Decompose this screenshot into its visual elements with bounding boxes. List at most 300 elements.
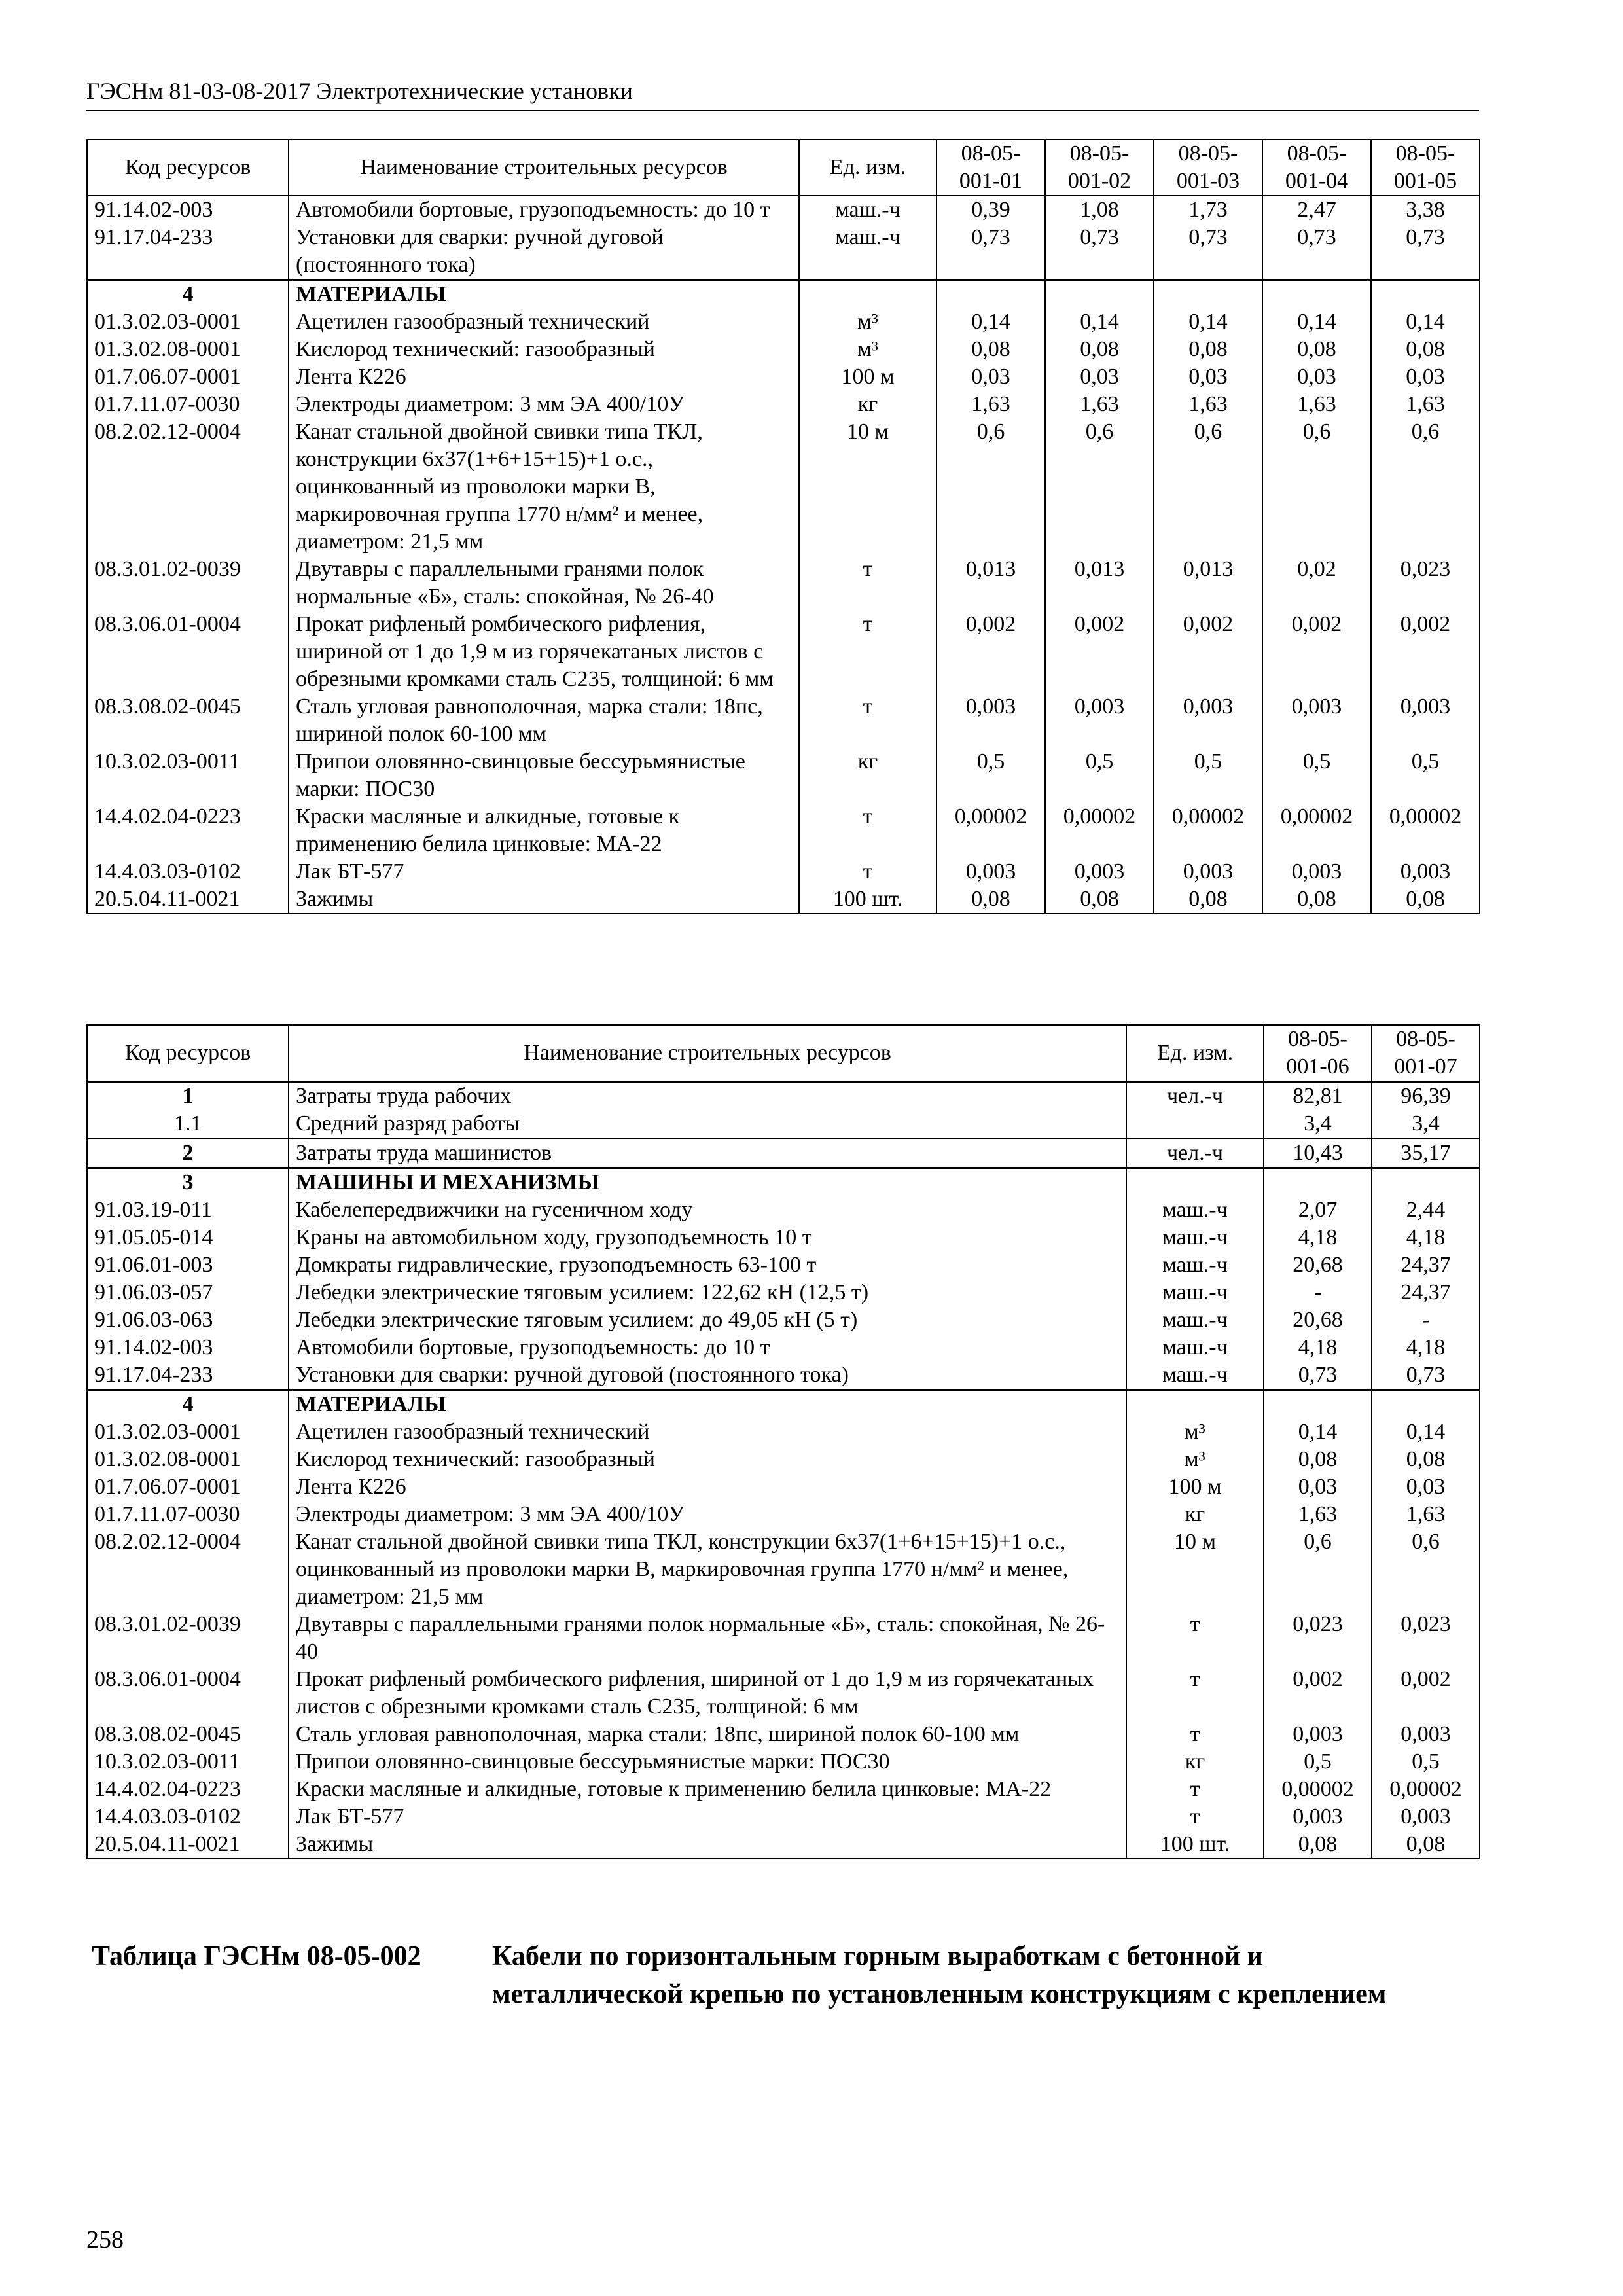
resource-code: 01.3.02.08-0001 bbox=[87, 336, 289, 363]
resource-code: 91.06.01-003 bbox=[87, 1251, 289, 1279]
resource-name: Кабелепередвижчики на гусеничном ходу bbox=[289, 1196, 1126, 1224]
table-row bbox=[87, 224, 1480, 280]
resource-code: 08.3.06.01-0004 bbox=[87, 611, 289, 693]
resource-name: Припои оловянно-свинцовые бессурьмянистые марки: ПОС30 bbox=[289, 1748, 1126, 1776]
norm-value: 0,08 bbox=[1154, 336, 1262, 363]
table-row bbox=[87, 1110, 1480, 1139]
unit: м³ bbox=[1126, 1418, 1264, 1446]
norm-value: 2,44 bbox=[1372, 1196, 1480, 1224]
norm-value: 0,00002 bbox=[936, 803, 1045, 858]
table-row bbox=[87, 1224, 1480, 1251]
norm-value: 0,14 bbox=[1371, 308, 1480, 336]
norm-value: 0,14 bbox=[936, 308, 1045, 336]
norm-value: 0,39 bbox=[936, 196, 1045, 224]
resource-name: Кислород технический: газообразный bbox=[289, 336, 799, 363]
unit: кг bbox=[1126, 1748, 1264, 1776]
column-header: 08-05- 001-06 bbox=[1264, 1025, 1372, 1082]
resource-code: 10.3.02.03-0011 bbox=[87, 748, 289, 803]
resource-name: Ацетилен газообразный технический bbox=[289, 308, 799, 336]
norm-value: 1,63 bbox=[1371, 391, 1480, 418]
unit: т bbox=[1126, 1666, 1264, 1721]
resources-table-1 bbox=[86, 139, 1480, 914]
norm-value: 0,023 bbox=[1372, 1611, 1480, 1666]
resource-code: 20.5.04.11-0021 bbox=[87, 1831, 289, 1859]
norm-value: 2,47 bbox=[1262, 196, 1371, 224]
norm-value bbox=[1371, 280, 1480, 309]
resource-code: 91.05.05-014 bbox=[87, 1224, 289, 1251]
norm-value: 0,002 bbox=[1372, 1666, 1480, 1721]
norm-value: 0,03 bbox=[1371, 363, 1480, 391]
norm-value: 96,39 bbox=[1372, 1082, 1480, 1111]
norm-value: 0,73 bbox=[1262, 224, 1371, 280]
norm-value: 4,18 bbox=[1372, 1334, 1480, 1361]
table-row bbox=[87, 1473, 1480, 1501]
resource-name: Сталь угловая равнополочная, марка стали: 18пс, шириной полок 60-100 мм bbox=[289, 1721, 1126, 1748]
unit: 10 м bbox=[1126, 1528, 1264, 1611]
resource-name: Лак БТ-577 bbox=[289, 1803, 1126, 1831]
norm-value: 0,73 bbox=[1154, 224, 1262, 280]
norm-value: 0,73 bbox=[1045, 224, 1154, 280]
norm-value: 0,08 bbox=[1262, 886, 1371, 914]
unit: 100 шт. bbox=[1126, 1831, 1264, 1859]
column-header: 08-05- 001-02 bbox=[1045, 139, 1154, 196]
unit: м³ bbox=[1126, 1446, 1264, 1473]
resource-name: Зажимы bbox=[289, 1831, 1126, 1859]
norm-value: 24,37 bbox=[1372, 1279, 1480, 1306]
table-row bbox=[87, 1611, 1480, 1666]
unit: т bbox=[1126, 1721, 1264, 1748]
norm-value: 0,003 bbox=[936, 858, 1045, 886]
norm-value: 0,003 bbox=[1264, 1721, 1372, 1748]
unit: т bbox=[799, 611, 936, 693]
resource-code: 01.7.06.07-0001 bbox=[87, 1473, 289, 1501]
norm-value: 0,00002 bbox=[1045, 803, 1154, 858]
unit: 10 м bbox=[799, 418, 936, 556]
norm-value: 0,14 bbox=[1154, 308, 1262, 336]
resource-code: 14.4.02.04-0223 bbox=[87, 1776, 289, 1803]
running-header: ГЭСНм 81-03-08-2017 Электротехнические установки bbox=[86, 73, 1479, 111]
resource-code: 4 bbox=[87, 1390, 289, 1419]
resource-name: Электроды диаметром: 3 мм ЭА 400/10У bbox=[289, 391, 799, 418]
resource-code: 4 bbox=[87, 280, 289, 309]
resource-name: Двутавры с параллельными гранями полок нормальные «Б», сталь: спокойная, № 26-40 bbox=[289, 556, 799, 611]
unit bbox=[1126, 1168, 1264, 1197]
table-row bbox=[87, 1418, 1480, 1446]
table-2-header-row bbox=[87, 1025, 1480, 1082]
norm-value: 0,013 bbox=[1154, 556, 1262, 611]
norm-value: 0,00002 bbox=[1372, 1776, 1480, 1803]
column-header: Ед. изм. bbox=[799, 139, 936, 196]
norm-value: 4,18 bbox=[1264, 1334, 1372, 1361]
resource-code: 14.4.02.04-0223 bbox=[87, 803, 289, 858]
unit: кг bbox=[799, 748, 936, 803]
resource-name: Краски масляные и алкидные, готовые к применению белила цинковые: МА-22 bbox=[289, 1776, 1126, 1803]
table-row bbox=[87, 803, 1480, 858]
norm-value bbox=[1264, 1390, 1372, 1419]
norm-value: 0,00002 bbox=[1154, 803, 1262, 858]
norm-value: 0,002 bbox=[1371, 611, 1480, 693]
norm-value: 20,68 bbox=[1264, 1251, 1372, 1279]
resource-name: Прокат рифленый ромбического рифления, шириной от 1 до 1,9 м из горячекатаных листов с обрезными кромками сталь С235, толщиной: 6 мм bbox=[289, 1666, 1126, 1721]
table-row bbox=[87, 1666, 1480, 1721]
resource-name: Канат стальной двойной свивки типа ТКЛ, конструкции 6х37(1+6+15+15)+1 о.с., оцинкованный из проволоки марки В, маркировочная группа 1770 н/мм² и менее, диаметром: 21,5 мм bbox=[289, 418, 799, 556]
norm-value: 0,002 bbox=[1264, 1666, 1372, 1721]
norm-value: 3,4 bbox=[1264, 1110, 1372, 1139]
resource-name: Электроды диаметром: 3 мм ЭА 400/10У bbox=[289, 1501, 1126, 1528]
resource-code: 91.03.19-011 bbox=[87, 1196, 289, 1224]
unit: маш.-ч bbox=[1126, 1196, 1264, 1224]
resource-name: Кислород технический: газообразный bbox=[289, 1446, 1126, 1473]
norm-value: 82,81 bbox=[1264, 1082, 1372, 1111]
norm-value: 0,73 bbox=[1372, 1361, 1480, 1390]
norm-value: 0,002 bbox=[936, 611, 1045, 693]
resource-code: 91.14.02-003 bbox=[87, 1334, 289, 1361]
norm-value: 1,73 bbox=[1154, 196, 1262, 224]
norm-value bbox=[1372, 1390, 1480, 1419]
table-row bbox=[87, 418, 1480, 556]
unit: маш.-ч bbox=[1126, 1334, 1264, 1361]
table-row bbox=[87, 1251, 1480, 1279]
norm-value: 0,03 bbox=[936, 363, 1045, 391]
norm-value: - bbox=[1372, 1306, 1480, 1334]
table-row bbox=[87, 886, 1480, 914]
norm-value: 0,08 bbox=[1372, 1831, 1480, 1859]
norm-value: 0,08 bbox=[1264, 1831, 1372, 1859]
resource-name: Домкраты гидравлические, грузоподъемность 63-100 т bbox=[289, 1251, 1126, 1279]
norm-value: 0,6 bbox=[936, 418, 1045, 556]
resource-code: 08.3.08.02-0045 bbox=[87, 693, 289, 748]
norm-value: 0,08 bbox=[1154, 886, 1262, 914]
norm-value: 0,6 bbox=[1262, 418, 1371, 556]
norm-value: - bbox=[1264, 1279, 1372, 1306]
resource-code: 08.3.06.01-0004 bbox=[87, 1666, 289, 1721]
resource-name: Установки для сварки: ручной дуговой (постоянного тока) bbox=[289, 1361, 1126, 1390]
norm-value: 0,003 bbox=[1154, 858, 1262, 886]
norm-value: 0,73 bbox=[936, 224, 1045, 280]
unit: маш.-ч bbox=[1126, 1279, 1264, 1306]
unit: т bbox=[799, 693, 936, 748]
norm-value: 0,73 bbox=[1264, 1361, 1372, 1390]
resource-name: Лента К226 bbox=[289, 363, 799, 391]
resource-code: 91.06.03-063 bbox=[87, 1306, 289, 1334]
resource-name: Зажимы bbox=[289, 886, 799, 914]
resource-name: Автомобили бортовые, грузоподъемность: до 10 т bbox=[289, 196, 799, 224]
resource-name: Лебедки электрические тяговым усилием: 122,62 кН (12,5 т) bbox=[289, 1279, 1126, 1306]
norm-value: 0,002 bbox=[1045, 611, 1154, 693]
norm-value: 0,6 bbox=[1372, 1528, 1480, 1611]
table-row bbox=[87, 1306, 1480, 1334]
unit: 100 шт. bbox=[799, 886, 936, 914]
resource-code: 20.5.04.11-0021 bbox=[87, 886, 289, 914]
resource-code: 08.3.08.02-0045 bbox=[87, 1721, 289, 1748]
norm-value bbox=[1045, 280, 1154, 309]
table-title: Кабели по горизонтальным горным выработкам с бетонной и металлической крепью по установленным конструкциям с креплением bbox=[492, 1941, 1387, 2009]
unit: маш.-ч bbox=[799, 196, 936, 224]
unit: т bbox=[799, 556, 936, 611]
column-header: Код ресурсов bbox=[87, 139, 289, 196]
column-header: Наименование строительных ресурсов bbox=[289, 139, 799, 196]
resource-code: 1 bbox=[87, 1082, 289, 1111]
table-row bbox=[87, 1361, 1480, 1390]
norm-value: 0,08 bbox=[936, 336, 1045, 363]
norm-value: 1,63 bbox=[1045, 391, 1154, 418]
unit: маш.-ч bbox=[799, 224, 936, 280]
norm-value: 0,003 bbox=[936, 693, 1045, 748]
norm-value: 0,08 bbox=[1264, 1446, 1372, 1473]
norm-value: 0,5 bbox=[1372, 1748, 1480, 1776]
norm-value: 0,08 bbox=[936, 886, 1045, 914]
resource-name: Средний разряд работы bbox=[289, 1110, 1126, 1139]
unit: т bbox=[799, 803, 936, 858]
unit: маш.-ч bbox=[1126, 1251, 1264, 1279]
table-row bbox=[87, 1721, 1480, 1748]
resources-table-2 bbox=[86, 1024, 1480, 1859]
resource-code: 14.4.03.03-0102 bbox=[87, 1803, 289, 1831]
resource-name: Сталь угловая равнополочная, марка стали: 18пс, шириной полок 60-100 мм bbox=[289, 693, 799, 748]
norm-value: 0,6 bbox=[1154, 418, 1262, 556]
table-row bbox=[87, 693, 1480, 748]
norm-value: 0,14 bbox=[1264, 1418, 1372, 1446]
norm-value: 0,003 bbox=[1372, 1721, 1480, 1748]
norm-value: 24,37 bbox=[1372, 1251, 1480, 1279]
norm-value: 0,023 bbox=[1371, 556, 1480, 611]
resource-name: Краны на автомобильном ходу, грузоподъемность 10 т bbox=[289, 1224, 1126, 1251]
table-row bbox=[87, 556, 1480, 611]
norm-value: 0,03 bbox=[1372, 1473, 1480, 1501]
resource-name: МАТЕРИАЛЫ bbox=[289, 280, 799, 309]
resource-name: МАШИНЫ И МЕХАНИЗМЫ bbox=[289, 1168, 1126, 1197]
norm-value: 2,07 bbox=[1264, 1196, 1372, 1224]
unit: чел.-ч bbox=[1126, 1139, 1264, 1168]
column-header: 08-05- 001-01 bbox=[936, 139, 1045, 196]
unit: 100 м bbox=[1126, 1473, 1264, 1501]
norm-value: 0,003 bbox=[1372, 1803, 1480, 1831]
resource-code: 1.1 bbox=[87, 1110, 289, 1139]
resource-code: 01.3.02.03-0001 bbox=[87, 308, 289, 336]
unit bbox=[799, 280, 936, 309]
unit: т bbox=[1126, 1611, 1264, 1666]
norm-value: 0,00002 bbox=[1262, 803, 1371, 858]
norm-value: 0,02 bbox=[1262, 556, 1371, 611]
resource-name: Краски масляные и алкидные, готовые к применению белила цинковые: МА-22 bbox=[289, 803, 799, 858]
norm-value: 0,03 bbox=[1262, 363, 1371, 391]
table-row bbox=[87, 308, 1480, 336]
resource-name: Лебедки электрические тяговым усилием: до 49,05 кН (5 т) bbox=[289, 1306, 1126, 1334]
unit: маш.-ч bbox=[1126, 1306, 1264, 1334]
resource-code: 10.3.02.03-0011 bbox=[87, 1748, 289, 1776]
unit: м³ bbox=[799, 308, 936, 336]
resource-name: МАТЕРИАЛЫ bbox=[289, 1390, 1126, 1419]
table-row bbox=[87, 858, 1480, 886]
norm-value: 1,63 bbox=[1372, 1501, 1480, 1528]
section-row bbox=[87, 1168, 1480, 1197]
norm-value: 0,5 bbox=[936, 748, 1045, 803]
norm-value: 0,002 bbox=[1262, 611, 1371, 693]
unit bbox=[1126, 1390, 1264, 1419]
resource-name: Прокат рифленый ромбического рифления, шириной от 1 до 1,9 м из горячекатаных листов с обрезными кромками сталь С235, толщиной: 6 мм bbox=[289, 611, 799, 693]
column-header: Наименование строительных ресурсов bbox=[289, 1025, 1126, 1082]
norm-value: 0,023 bbox=[1264, 1611, 1372, 1666]
norm-value: 0,5 bbox=[1264, 1748, 1372, 1776]
table-row bbox=[87, 1501, 1480, 1528]
table-1-header-row bbox=[87, 139, 1480, 196]
resource-code: 91.17.04-233 bbox=[87, 224, 289, 280]
norm-value bbox=[1262, 280, 1371, 309]
table-row bbox=[87, 391, 1480, 418]
page-number: 258 bbox=[86, 2226, 124, 2253]
table-row bbox=[87, 1334, 1480, 1361]
column-header: Код ресурсов bbox=[87, 1025, 289, 1082]
resource-name: Двутавры с параллельными гранями полок нормальные «Б», сталь: спокойная, № 26-40 bbox=[289, 1611, 1126, 1666]
table-row bbox=[87, 1776, 1480, 1803]
norm-value: 3,38 bbox=[1371, 196, 1480, 224]
section-row bbox=[87, 1139, 1480, 1168]
norm-value: 0,003 bbox=[1371, 693, 1480, 748]
norm-value: 0,6 bbox=[1264, 1528, 1372, 1611]
resource-name: Автомобили бортовые, грузоподъемность: до 10 т bbox=[289, 1334, 1126, 1361]
resource-code: 3 bbox=[87, 1168, 289, 1197]
norm-value: 0,14 bbox=[1262, 308, 1371, 336]
column-header: 08-05- 001-05 bbox=[1371, 139, 1480, 196]
norm-value: 35,17 bbox=[1372, 1139, 1480, 1168]
resource-name: Лак БТ-577 bbox=[289, 858, 799, 886]
norm-value: 0,08 bbox=[1045, 336, 1154, 363]
norm-value: 0,14 bbox=[1372, 1418, 1480, 1446]
table-label: Таблица ГЭСНм 08-05-002 bbox=[92, 1941, 421, 1971]
resource-name: Установки для сварки: ручной дуговой (постоянного тока) bbox=[289, 224, 799, 280]
norm-value: 1,63 bbox=[1264, 1501, 1372, 1528]
unit: м³ bbox=[799, 336, 936, 363]
norm-value: 20,68 bbox=[1264, 1306, 1372, 1334]
unit: кг bbox=[1126, 1501, 1264, 1528]
norm-value: 0,5 bbox=[1154, 748, 1262, 803]
unit: т bbox=[799, 858, 936, 886]
norm-value: 0,003 bbox=[1154, 693, 1262, 748]
norm-value: 0,00002 bbox=[1371, 803, 1480, 858]
unit bbox=[1126, 1110, 1264, 1139]
resource-code: 01.7.11.07-0030 bbox=[87, 1501, 289, 1528]
resource-code: 01.3.02.03-0001 bbox=[87, 1418, 289, 1446]
resource-code: 01.3.02.08-0001 bbox=[87, 1446, 289, 1473]
unit: т bbox=[1126, 1776, 1264, 1803]
resource-code: 08.2.02.12-0004 bbox=[87, 418, 289, 556]
table-row bbox=[87, 363, 1480, 391]
norm-value: 0,14 bbox=[1045, 308, 1154, 336]
norm-value: 1,63 bbox=[1154, 391, 1262, 418]
resource-name: Лента К226 bbox=[289, 1473, 1126, 1501]
norm-value: 10,43 bbox=[1264, 1139, 1372, 1168]
table-row bbox=[87, 611, 1480, 693]
table-row bbox=[87, 1528, 1480, 1611]
norm-value: 0,5 bbox=[1371, 748, 1480, 803]
unit: маш.-ч bbox=[1126, 1224, 1264, 1251]
resource-name: Ацетилен газообразный технический bbox=[289, 1418, 1126, 1446]
norm-value: 0,013 bbox=[936, 556, 1045, 611]
norm-value: 0,5 bbox=[1045, 748, 1154, 803]
norm-value: 0,003 bbox=[1371, 858, 1480, 886]
table-row bbox=[87, 336, 1480, 363]
table-row bbox=[87, 1803, 1480, 1831]
unit: т bbox=[1126, 1803, 1264, 1831]
section-row bbox=[87, 280, 1480, 309]
section-row bbox=[87, 1390, 1480, 1419]
norm-value: 0,08 bbox=[1262, 336, 1371, 363]
column-header: 08-05- 001-03 bbox=[1154, 139, 1262, 196]
norm-value: 0,6 bbox=[1045, 418, 1154, 556]
norm-value: 4,18 bbox=[1264, 1224, 1372, 1251]
resource-code: 01.7.11.07-0030 bbox=[87, 391, 289, 418]
norm-value: 0,002 bbox=[1154, 611, 1262, 693]
table-row bbox=[87, 1748, 1480, 1776]
resource-name: Затраты труда машинистов bbox=[289, 1139, 1126, 1168]
norm-value: 0,003 bbox=[1045, 858, 1154, 886]
norm-value: 0,03 bbox=[1045, 363, 1154, 391]
resource-code: 91.14.02-003 bbox=[87, 196, 289, 224]
resource-code: 08.3.01.02-0039 bbox=[87, 1611, 289, 1666]
norm-value: 0,003 bbox=[1264, 1803, 1372, 1831]
unit: 100 м bbox=[799, 363, 936, 391]
table-row bbox=[87, 1196, 1480, 1224]
norm-value: 0,08 bbox=[1372, 1446, 1480, 1473]
norm-value: 1,08 bbox=[1045, 196, 1154, 224]
unit: чел.-ч bbox=[1126, 1082, 1264, 1111]
resource-code: 14.4.03.03-0102 bbox=[87, 858, 289, 886]
table-row bbox=[87, 748, 1480, 803]
norm-value: 0,003 bbox=[1262, 858, 1371, 886]
resource-name: Затраты труда рабочих bbox=[289, 1082, 1126, 1111]
resource-code: 08.3.01.02-0039 bbox=[87, 556, 289, 611]
table-row bbox=[87, 1446, 1480, 1473]
norm-value: 0,00002 bbox=[1264, 1776, 1372, 1803]
resource-code: 91.06.03-057 bbox=[87, 1279, 289, 1306]
resource-code: 08.2.02.12-0004 bbox=[87, 1528, 289, 1611]
norm-value: 0,6 bbox=[1371, 418, 1480, 556]
norm-value: 1,63 bbox=[936, 391, 1045, 418]
norm-value: 1,63 bbox=[1262, 391, 1371, 418]
column-header: Ед. изм. bbox=[1126, 1025, 1264, 1082]
norm-value: 0,5 bbox=[1262, 748, 1371, 803]
resource-name: Припои оловянно-свинцовые бессурьмянистые марки: ПОС30 bbox=[289, 748, 799, 803]
norm-value: 0,013 bbox=[1045, 556, 1154, 611]
table-row bbox=[87, 196, 1480, 224]
norm-value: 0,03 bbox=[1154, 363, 1262, 391]
norm-value: 0,08 bbox=[1045, 886, 1154, 914]
norm-value: 3,4 bbox=[1372, 1110, 1480, 1139]
column-header: 08-05- 001-07 bbox=[1372, 1025, 1480, 1082]
norm-value: 0,03 bbox=[1264, 1473, 1372, 1501]
resource-code: 2 bbox=[87, 1139, 289, 1168]
norm-value: 0,08 bbox=[1371, 336, 1480, 363]
table-row bbox=[87, 1279, 1480, 1306]
norm-value: 0,73 bbox=[1371, 224, 1480, 280]
norm-value: 0,003 bbox=[1262, 693, 1371, 748]
norm-value: 0,08 bbox=[1371, 886, 1480, 914]
unit: маш.-ч bbox=[1126, 1361, 1264, 1390]
unit: кг bbox=[799, 391, 936, 418]
norm-value: 4,18 bbox=[1372, 1224, 1480, 1251]
table-row bbox=[87, 1831, 1480, 1859]
norm-value bbox=[1154, 280, 1262, 309]
norm-value bbox=[1264, 1168, 1372, 1197]
column-header: 08-05- 001-04 bbox=[1262, 139, 1371, 196]
section-row bbox=[87, 1082, 1480, 1111]
resource-name: Канат стальной двойной свивки типа ТКЛ, конструкции 6х37(1+6+15+15)+1 о.с., оцинкованный из проволоки марки В, маркировочная группа 1770 н/мм² и менее, диаметром: 21,5 мм bbox=[289, 1528, 1126, 1611]
resource-code: 01.7.06.07-0001 bbox=[87, 363, 289, 391]
norm-value: 0,003 bbox=[1045, 693, 1154, 748]
resource-code: 91.17.04-233 bbox=[87, 1361, 289, 1390]
norm-value bbox=[936, 280, 1045, 309]
norm-value bbox=[1372, 1168, 1480, 1197]
